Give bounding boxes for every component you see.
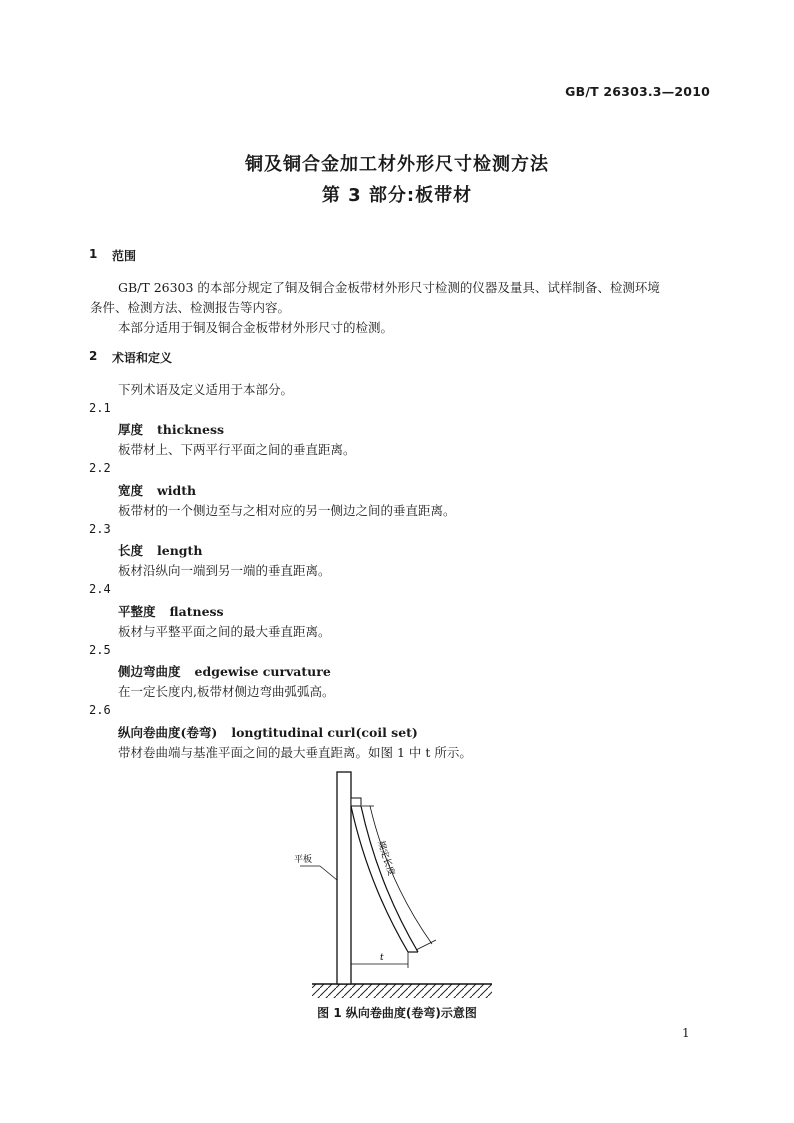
section-1-number: 1 xyxy=(89,247,98,261)
standard-number: GB/T 26303.3—2010 xyxy=(565,84,710,99)
figure-caption: 图 1 纵向卷曲度(卷弯)示意图 xyxy=(317,1006,477,1020)
term-number: 2.6 xyxy=(89,703,111,717)
term-en: edgewise curvature xyxy=(194,664,331,679)
term-en: thickness xyxy=(157,422,225,437)
term-cn: 侧边弯曲度 xyxy=(118,664,181,679)
plate-label: 平板 xyxy=(294,855,313,865)
term-definition: 板带材上、下两平行平面之间的垂直距离。 xyxy=(118,442,356,457)
length-label: 规定长度 xyxy=(375,839,396,878)
paragraph: GB/T 26303 的本部分规定了铜及铜合金板带材外形尺寸检测的仪器及量具、试样制备、检测环境 xyxy=(118,280,660,295)
term-number: 2.3 xyxy=(89,522,111,536)
paragraph: 本部分适用于铜及铜合金板带材外形尺寸的检测。 xyxy=(118,320,394,335)
reference-plate xyxy=(337,772,351,984)
clamp-block xyxy=(351,798,361,806)
term-heading xyxy=(118,723,418,741)
dimension-tick-bottom xyxy=(416,940,436,950)
term-number: 2.2 xyxy=(89,461,111,475)
coil-set-figure xyxy=(280,764,520,1004)
strip-edge-outer xyxy=(361,806,418,952)
term-en: length xyxy=(157,543,203,558)
t-label: t xyxy=(380,953,384,963)
term-heading xyxy=(118,541,202,559)
term-cn: 纵向卷曲度(卷弯) xyxy=(118,725,218,740)
term-definition: 板带材的一个侧边至与之相对应的另一侧边之间的垂直距离。 xyxy=(118,503,456,518)
length-dimension-arc xyxy=(370,806,432,944)
term-number: 2.4 xyxy=(89,582,111,596)
document-title: 铜及铜合金加工材外形尺寸检测方法 xyxy=(245,154,549,175)
document-subtitle: 第 3 部分:板带材 xyxy=(321,185,473,206)
term-number: 2.5 xyxy=(89,643,111,657)
term-en: longtitudinal curl(coil set) xyxy=(231,725,418,740)
term-definition: 带材卷曲端与基准平面之间的最大垂直距离。如图 1 中 t 所示。 xyxy=(118,745,472,760)
term-cn: 长度 xyxy=(118,543,144,558)
section-2-heading: 术语和定义 xyxy=(112,351,173,365)
term-cn: 厚度 xyxy=(118,422,144,437)
term-heading xyxy=(118,662,331,680)
term-number: 2.1 xyxy=(89,401,111,415)
strip-edge-inner xyxy=(351,806,408,952)
term-heading xyxy=(118,481,196,499)
term-cn: 平整度 xyxy=(118,604,156,619)
term-en: width xyxy=(157,483,197,498)
ground-hatch xyxy=(312,984,492,998)
term-definition: 板材沿纵向一端到另一端的垂直距离。 xyxy=(118,563,331,578)
term-heading xyxy=(118,602,224,620)
term-heading xyxy=(118,420,224,438)
term-cn: 宽度 xyxy=(118,483,144,498)
term-definition: 在一定长度内,板带材侧边弯曲弧弧高。 xyxy=(118,684,335,699)
paragraph: 条件、检测方法、检测报告等内容。 xyxy=(90,300,291,315)
plate-leader-arrow xyxy=(320,866,337,880)
paragraph: 下列术语及定义适用于本部分。 xyxy=(118,382,294,397)
term-en: flatness xyxy=(169,604,224,619)
section-2-number: 2 xyxy=(89,349,98,363)
term-definition: 板材与平整平面之间的最大垂直距离。 xyxy=(118,624,331,639)
section-1-heading: 范围 xyxy=(112,249,137,263)
page-number: 1 xyxy=(682,1026,690,1040)
